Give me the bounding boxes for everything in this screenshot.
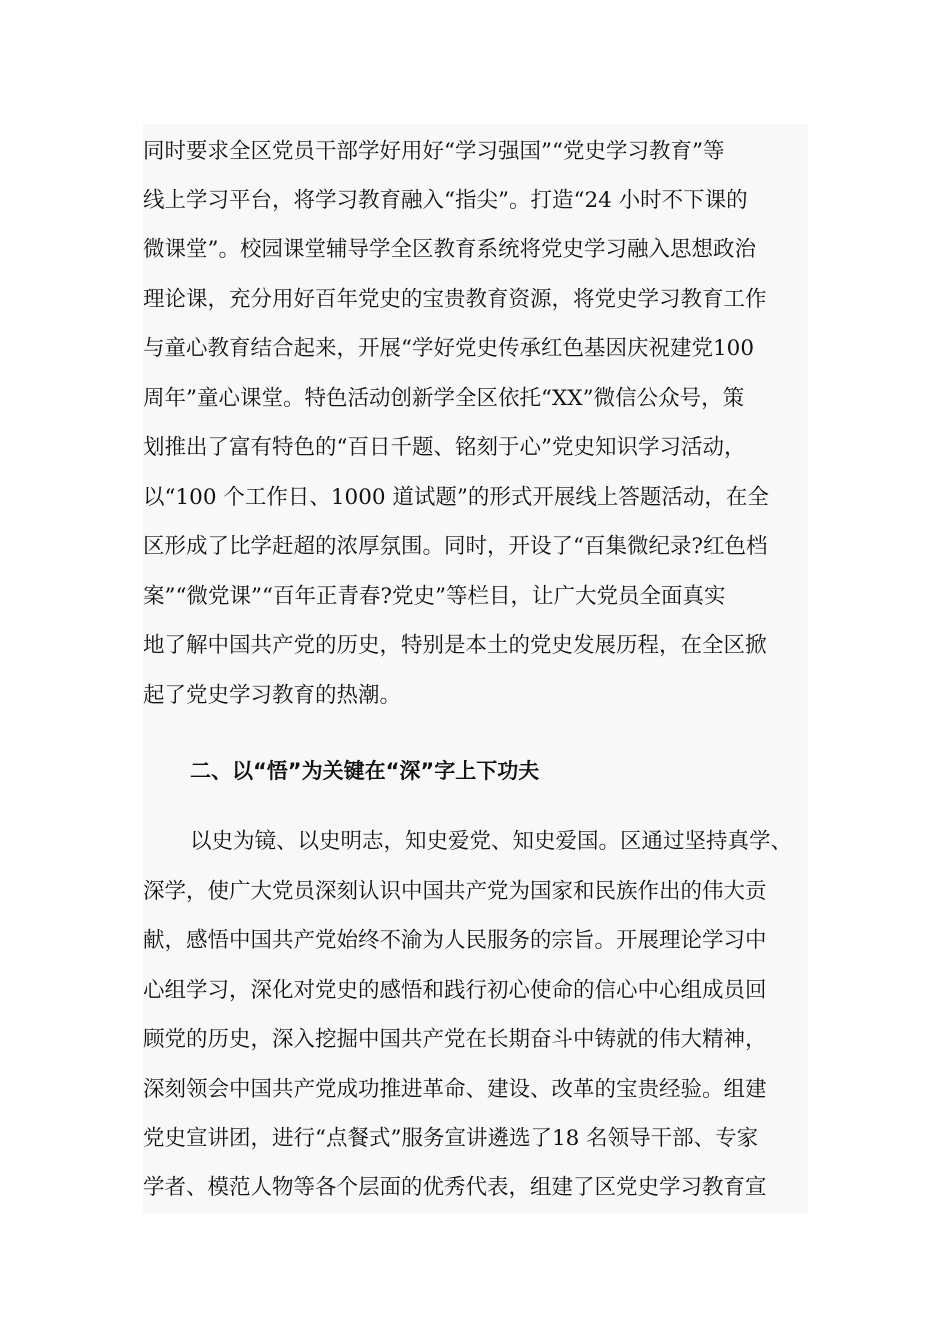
section-heading: 二、以“悟”为关键在“深”字上下功夫 — [190, 759, 540, 783]
paragraph-line: 党史宣讲团，进行“点餐式”服务宣讲遴选了18 名领导干部、专家 — [143, 1126, 759, 1151]
paragraph-line: 顾党的历史，深入挖掘中国共产党在长期奋斗中铸就的伟大精神， — [143, 1027, 767, 1052]
document-body — [143, 124, 808, 1214]
paragraph-line: 区形成了比学赶超的浓厚氛围。同时，开设了“百集微纪录?红色档 — [143, 534, 768, 559]
paragraph-line: 学者、模范人物等各个层面的优秀代表，组建了区党史学习教育宣 — [143, 1175, 767, 1200]
paragraph-line: 深刻领会中国共产党成功推进革命、建设、改革的宝贵经验。组建 — [143, 1077, 767, 1102]
paragraph-line: 同时要求全区党员干部学好用好“学习强国”“党史学习教育”等 — [143, 139, 725, 164]
paragraph-line: 心组学习，深化对党史的感悟和践行初心使命的信心中心组成员回 — [143, 978, 767, 1003]
paragraph-line: 理论课，充分用好百年党史的宝贵教育资源，将党史学习教育工作 — [143, 287, 767, 312]
paragraph-line: 划推出了富有特色的“百日千题、铭刻于心”党史知识学习活动， — [143, 435, 746, 460]
paragraph-line: 以史为镜、以史明志，知史爱党、知史爱国。区通过坚持真学、 — [190, 829, 793, 854]
paragraph-line: 深学，使广大党员深刻认识中国共产党为国家和民族作出的伟大贡 — [143, 879, 767, 904]
paragraph-line: 周年”童心课堂。特色活动创新学全区依托“XX”微信公众号，策 — [143, 386, 745, 411]
paragraph-line: 起了党史学习教育的热潮。 — [143, 683, 402, 708]
paragraph-line: 以“100 个工作日、1000 道试题”的形式开展线上答题活动，在全 — [143, 485, 769, 510]
paragraph-line: 案”“微党课”“百年正青春?党史”等栏目，让广大党员全面真实 — [143, 584, 726, 609]
paragraph-line: 与童心教育结合起来，开展“学好党史传承红色基因庆祝建党100 — [143, 336, 755, 361]
paragraph-line: 微课堂”。校园课堂辅导学全区教育系统将党史学习融入思想政治 — [143, 237, 756, 262]
paragraph-line: 献，感悟中国共产党始终不渝为人民服务的宗旨。开展理论学习中 — [143, 928, 767, 953]
paragraph-line: 地了解中国共产党的历史，特别是本土的党史发展历程，在全区掀 — [143, 633, 767, 658]
paragraph-line: 线上学习平台，将学习教育融入“指尖”。打造“24 小时不下课的 — [143, 188, 748, 213]
